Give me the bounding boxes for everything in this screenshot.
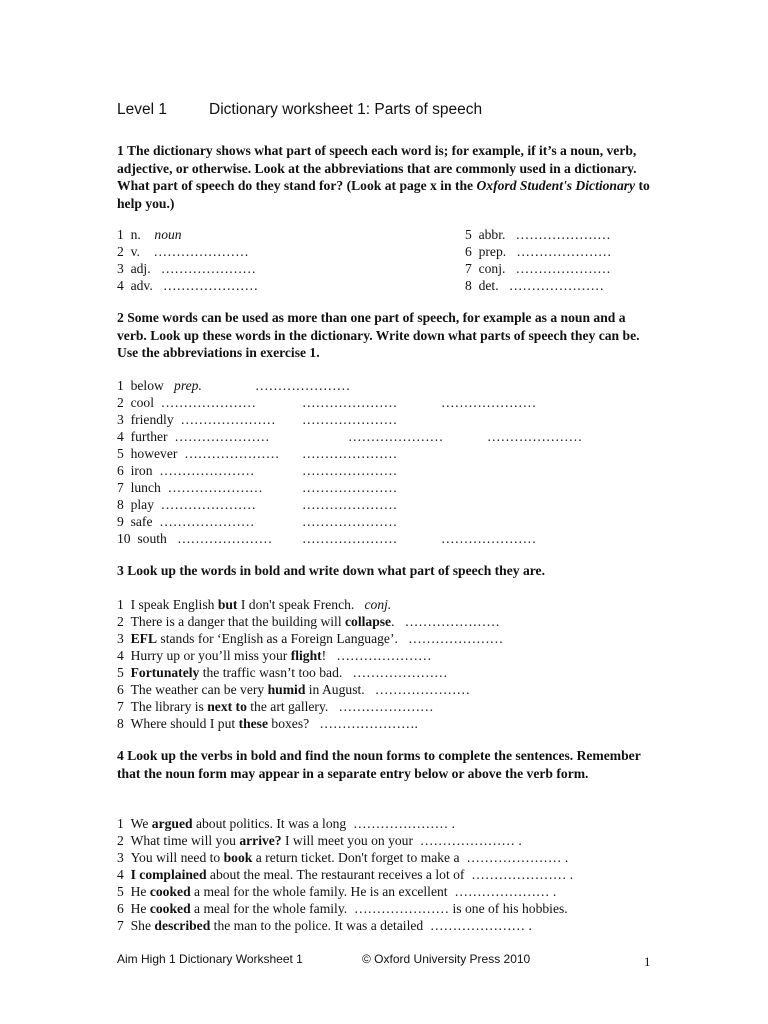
target-word: collapse (345, 614, 392, 629)
target-verb: arrive? (239, 833, 282, 848)
answer-blank[interactable]: ………………… (408, 631, 504, 646)
answer-blank[interactable]: ………………… (454, 884, 550, 899)
answer-blank[interactable]: ………………… (159, 463, 255, 478)
answer-blank[interactable]: ………………… (353, 816, 449, 831)
level-label: Level 1 (117, 101, 167, 118)
answer-blank[interactable]: ………………… (441, 531, 537, 546)
target-word: humid (267, 682, 306, 697)
answer-blank[interactable]: ………………… (160, 395, 256, 410)
list-item: 10 south ………………… ………………… ………………… (117, 531, 537, 546)
list-item: 9 safe ………………… ………………… (117, 514, 398, 529)
list-item: 3 adj. ………………… 7 conj. ………………… (117, 261, 611, 276)
target-verb: cooked (149, 884, 191, 899)
answer-blank[interactable]: ………………… (336, 648, 432, 663)
answer-blank[interactable]: ………………… (419, 833, 515, 848)
list-item: 2 cool ………………… ………………… ………………… (117, 395, 537, 410)
list-item: 6 The weather can be very humid in August. ………………… (117, 682, 471, 697)
target-word: EFL (130, 631, 158, 646)
example-answer: conj. (364, 597, 392, 612)
answer-blank[interactable]: ………………… (302, 446, 398, 461)
answer-blank[interactable]: ………………… (515, 227, 611, 242)
answer-blank[interactable]: ………………… (353, 901, 450, 916)
list-item: 2 v. ………………… 6 prep. ………………… (117, 244, 612, 259)
answer-blank[interactable]: ………………… (471, 867, 567, 882)
answer-blank[interactable]: ………………… (160, 261, 256, 276)
answer-blank[interactable]: ………………… (177, 531, 273, 546)
list-item: 1 below prep. ………………… (117, 378, 351, 393)
answer-blank[interactable]: ………………… (162, 278, 259, 293)
exercise-2-instruction: 2 Some words can be used as more than one part of speech, for example as a noun and a verb. Look up these words in the dictionary. Write down what parts of speech they can be. Use the abbreviations in exercise 1. (117, 310, 640, 360)
page-number: 1 (644, 954, 651, 969)
answer-blank[interactable]: ………………… (374, 682, 471, 697)
target-verb: I complained (130, 867, 207, 882)
list-item: 6 iron ………………… ………………… (117, 463, 398, 478)
footer-copyright: © Oxford University Press 2010 (362, 952, 531, 966)
worksheet-heading (117, 101, 482, 119)
answer-blank[interactable]: ………………… (184, 446, 280, 461)
exercise-1-instruction-end: to help you.) (117, 178, 650, 211)
target-verb: argued (151, 816, 193, 831)
list-item: 3 friendly ………………… ………………… (117, 412, 398, 427)
answer-blank[interactable]: …………………. (319, 716, 418, 731)
answer-blank[interactable]: ………………… (167, 480, 263, 495)
answer-blank[interactable]: ………………… (338, 699, 434, 714)
exercise-4-instruction: 4 Look up the verbs in bold and find the noun forms to complete the sentences. Remember that the noun form may appear in a separate entry below or above the verb form. (117, 748, 641, 781)
answer-blank[interactable]: ………………… (302, 463, 398, 478)
list-item: 5 He cooked a meal for the whole family. He is an excellent ………………… . (117, 884, 557, 899)
target-word: these (238, 716, 269, 731)
answer-blank[interactable]: ………………… (153, 244, 249, 259)
answer-blank[interactable]: ………………… (174, 429, 270, 444)
answer-blank[interactable]: ………………… (404, 614, 500, 629)
target-verb: book (223, 850, 253, 865)
list-item: 3 You will need to book a return ticket. Don't forget to make a ………………… . (117, 850, 569, 865)
answer-blank[interactable]: ………………… (302, 395, 398, 410)
list-item: 5 Fortunately the traffic wasn’t too bad. ………………… (117, 665, 448, 680)
answer-blank[interactable]: ………………… (508, 278, 604, 293)
answer-blank[interactable]: ………………… (160, 497, 256, 512)
list-item: 4 further ………………… ………………… ………………… (117, 429, 583, 444)
answer-blank[interactable]: ………………… (515, 261, 611, 276)
answer-blank[interactable]: ………………… (255, 378, 351, 393)
list-item: 6 He cooked a meal for the whole family. ………………… is one of his hobbies. (117, 901, 568, 916)
list-item: 2 What time will you arrive? I will meet you on your ………………… . (117, 833, 522, 848)
list-item: 4 Hurry up or you’ll miss your flight! ………………… (117, 648, 432, 663)
list-item: 8 Where should I put these boxes? …………………. (117, 716, 418, 731)
answer-blank[interactable]: ………………… (159, 514, 255, 529)
answer-blank[interactable]: ………………… (302, 480, 398, 495)
answer-blank[interactable]: ………………… (441, 395, 537, 410)
list-item: 8 play ………………… ………………… (117, 497, 398, 512)
list-item: 2 There is a danger that the building will collapse. ………………… (117, 614, 500, 629)
exercise-1-instruction-text: 1 The dictionary shows what part of speech each word is; for example, if it’s a noun, verb, adjective, or otherwise. Look at the abbreviations that are commonly used in a dictionary. What part of speech do they stand for? (Look at page x in the (117, 143, 637, 193)
list-item: 1 n. noun 5 abbr. ………………… (117, 227, 611, 242)
target-word: Fortunately (130, 665, 200, 680)
answer-blank[interactable]: ………………… (348, 429, 444, 444)
example-answer: prep. (174, 378, 202, 393)
answer-blank[interactable]: ………………… (302, 497, 398, 512)
target-verb: cooked (149, 901, 191, 916)
answer-blank[interactable]: ………………… (302, 514, 398, 529)
list-item: 7 She described the man to the police. It was a detailed ………………… . (117, 918, 532, 933)
target-word: flight (290, 648, 322, 663)
answer-blank[interactable]: ………………… (180, 412, 276, 427)
answer-blank[interactable]: ………………… (516, 244, 612, 259)
list-item: 4 I complained about the meal. The restaurant receives a lot of ………………… . (117, 867, 574, 882)
exercise-1-instruction (117, 142, 657, 212)
list-item: 1 We argued about politics. It was a long ………………… . (117, 816, 455, 831)
answer-blank[interactable]: ………………… (429, 918, 526, 933)
list-item: 7 The library is next to the art gallery. ………………… (117, 699, 434, 714)
footer-worksheet-name: Aim High 1 Dictionary Worksheet 1 (117, 952, 303, 966)
exercise-3-instruction: 3 Look up the words in bold and write down what part of speech they are. (117, 563, 545, 578)
answer-blank[interactable]: ………………… (352, 665, 448, 680)
list-item: 4 adv. ………………… 8 det. ………………… (117, 278, 604, 293)
target-word: next to (207, 699, 247, 714)
target-verb: described (154, 918, 211, 933)
example-answer: noun (154, 227, 182, 242)
answer-blank[interactable]: ………………… (302, 412, 398, 427)
answer-blank[interactable]: ………………… (302, 531, 398, 546)
list-item: 5 however ………………… ………………… (117, 446, 398, 461)
list-item: 7 lunch ………………… ………………… (117, 480, 398, 495)
list-item: 1 I speak English but I don't speak French. conj. (117, 597, 392, 612)
target-word: but (217, 597, 238, 612)
answer-blank[interactable]: ………………… (466, 850, 562, 865)
list-item: 3 EFL stands for ‘English as a Foreign Language’. ………………… (117, 631, 504, 646)
dictionary-title: Oxford Student's Dictionary (476, 178, 636, 193)
answer-blank[interactable]: ………………… (487, 429, 583, 444)
worksheet-title: Dictionary worksheet 1: Parts of speech (209, 101, 483, 118)
